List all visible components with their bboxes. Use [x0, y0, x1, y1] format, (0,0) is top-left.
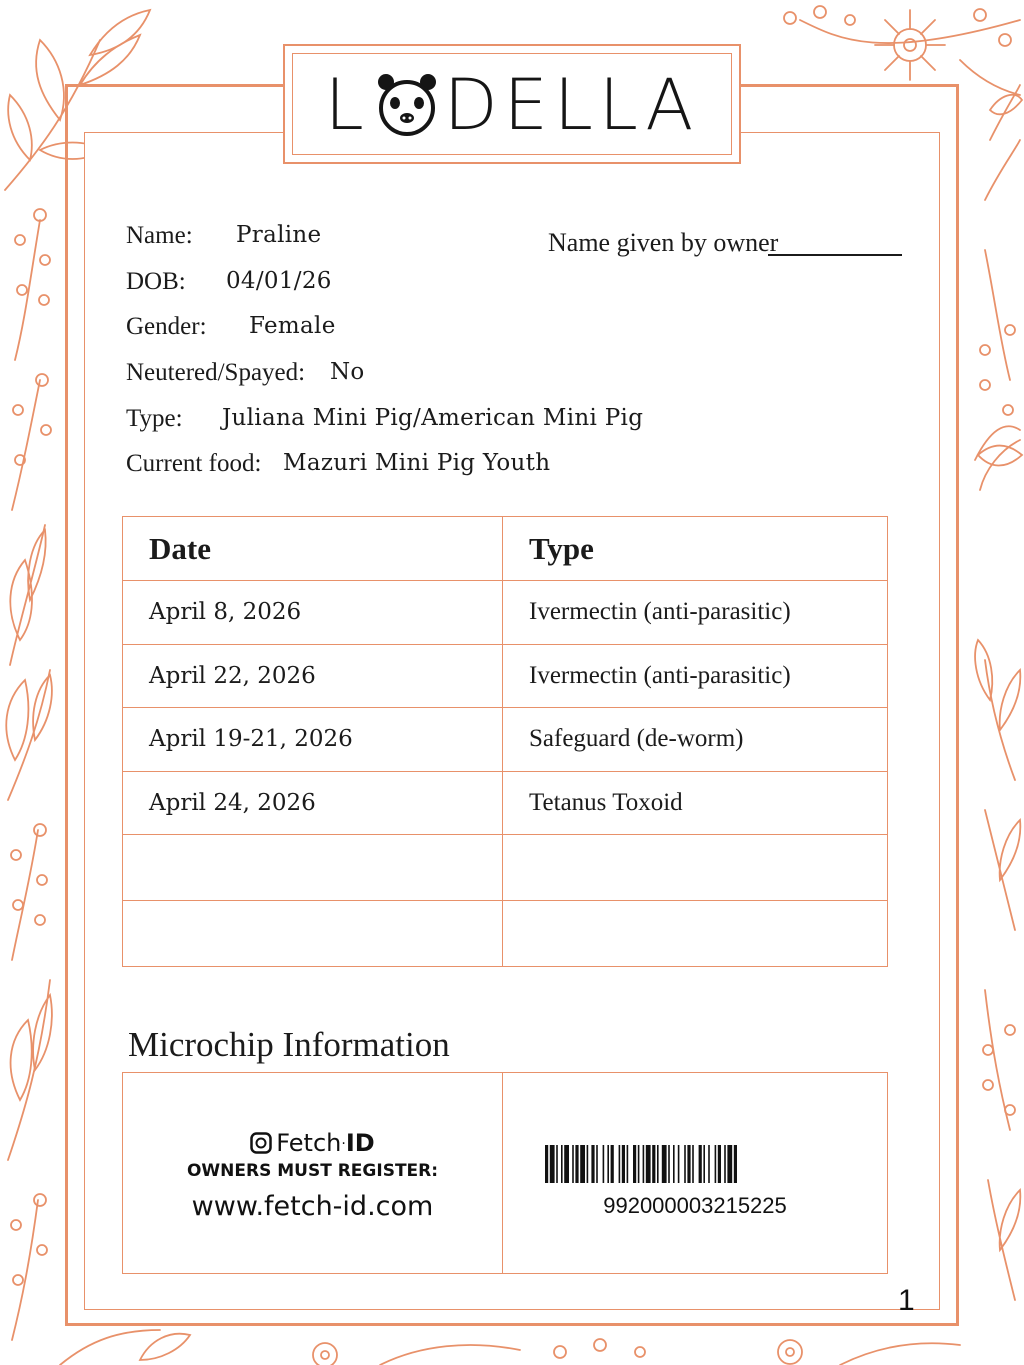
column-header-date: Date: [123, 517, 503, 581]
neutered-label: Neutered/Spayed:: [126, 359, 306, 386]
table-header-row: [123, 517, 888, 581]
table-cell-date: April 19-21, 2026: [123, 708, 503, 772]
owner-name-label: Name given by owner: [548, 228, 779, 257]
brand-logo: [292, 60, 732, 150]
table-cell-date: [123, 835, 503, 901]
table-cell-date: April 8, 2026: [123, 581, 503, 645]
column-header-type: Type: [503, 517, 888, 581]
dob-label: DOB:: [126, 268, 186, 295]
dob-value: 04/01/26: [226, 268, 332, 294]
owner-name-blank-line: [768, 254, 902, 256]
name-value: Praline: [236, 222, 322, 248]
page-number: 1: [898, 1284, 915, 1317]
food-label: Current food:: [126, 450, 262, 477]
neutered-value: No: [330, 359, 365, 385]
table-row: [123, 708, 888, 772]
logo-text-right: DELLA: [443, 64, 700, 146]
barcode-icon: [545, 1145, 823, 1183]
microchip-section-title: Microchip Information: [128, 1025, 450, 1064]
table-cell-date: April 24, 2026: [123, 771, 503, 835]
microchip-info-box: [122, 1072, 888, 1274]
food-value: Mazuri Mini Pig Youth: [283, 450, 551, 476]
table-cell-type: Ivermectin (anti-parasitic): [503, 581, 888, 645]
table-cell-type: Safeguard (de-worm): [503, 708, 888, 772]
medical-history-table: [122, 516, 888, 967]
fetch-brand-bold: ID: [345, 1129, 375, 1157]
table-row: [123, 581, 888, 645]
table-cell-date: April 22, 2026: [123, 644, 503, 708]
table-row: [123, 901, 888, 967]
logo-text-left: L: [324, 64, 370, 146]
panda-face-icon: [374, 70, 440, 140]
gender-value: Female: [249, 313, 336, 339]
table-cell-type: Tetanus Toxoid: [503, 771, 888, 835]
table-cell-type: [503, 901, 888, 967]
type-label: Type:: [126, 405, 183, 432]
fetch-id-logo: Fetch·ID: [123, 1129, 502, 1157]
type-value: Juliana Mini Pig/American Mini Pig: [222, 405, 644, 431]
register-instruction: OWNERS MUST REGISTER:: [186, 1161, 439, 1181]
fetch-id-logo-icon: [250, 1132, 272, 1154]
gender-label: Gender:: [126, 313, 207, 340]
microchip-barcode-cell: [503, 1073, 887, 1273]
table-row: [123, 771, 888, 835]
register-url: www.fetch-id.com: [191, 1191, 434, 1222]
table-cell-type: [503, 835, 888, 901]
table-cell-type: Ivermectin (anti-parasitic): [503, 644, 888, 708]
fetch-brand-light: Fetch: [276, 1129, 342, 1157]
name-label: Name:: [126, 222, 193, 249]
table-row: [123, 644, 888, 708]
table-cell-date: [123, 901, 503, 967]
microchip-register-cell: [123, 1073, 503, 1273]
microchip-number: 992000003215225: [603, 1193, 787, 1218]
table-row: [123, 835, 888, 901]
